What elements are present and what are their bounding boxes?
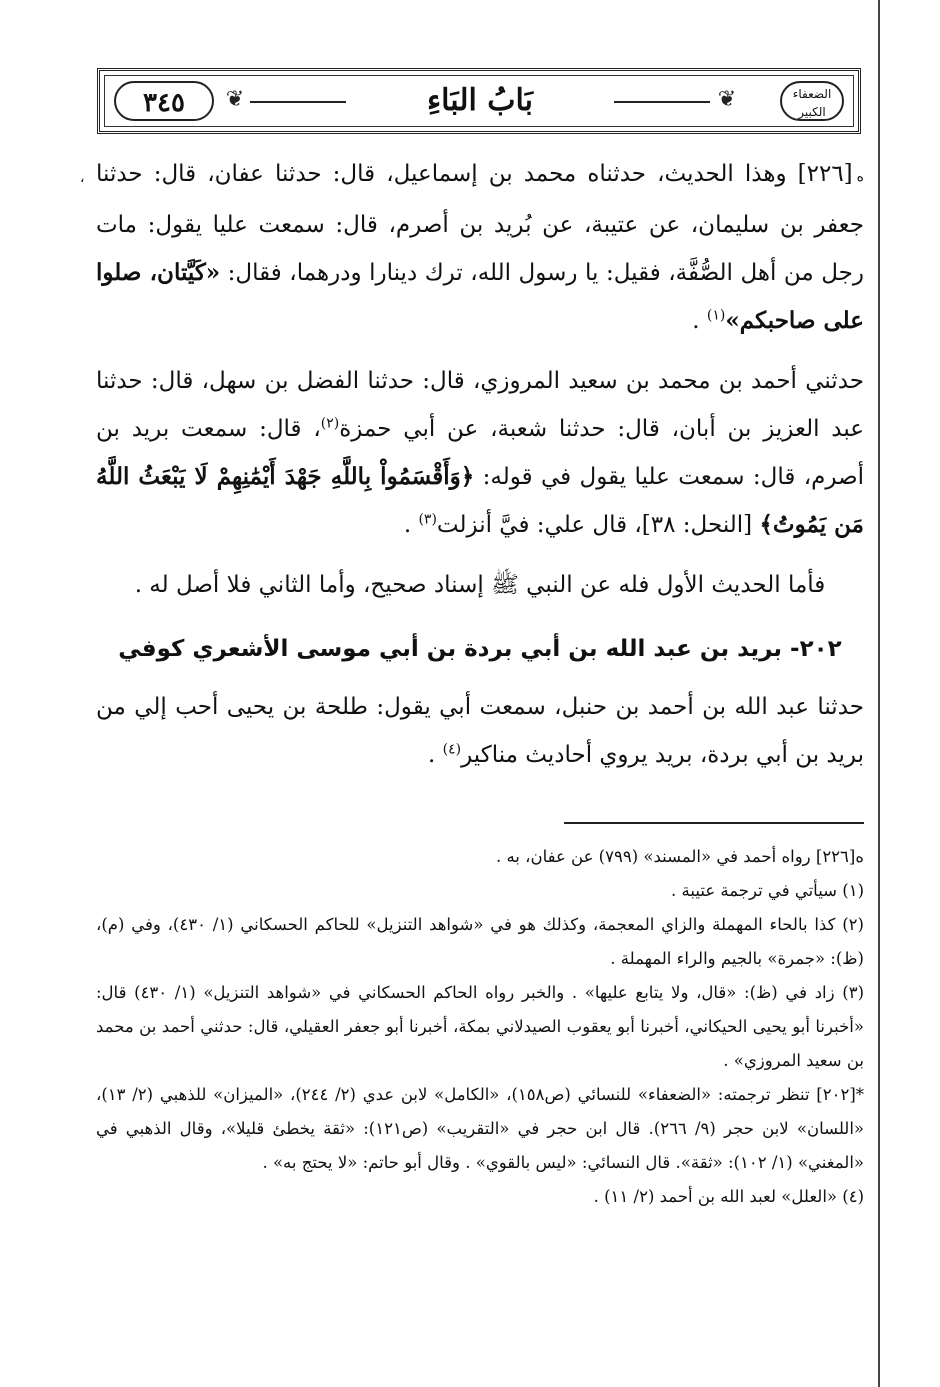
footnote-text: (١) سيأتي في ترجمة عتيبة .	[671, 881, 864, 900]
paragraph	[96, 150, 864, 345]
paragraph-text: حدثنا عبد الله بن أحمد بن حنبل، سمعت أبي يقول: طلحة بن يحيى أحب إلي من بريد بن أبي بردة، بريد يروي أحاديث مناكير	[96, 694, 864, 768]
footnote	[96, 908, 864, 976]
footnote	[96, 874, 864, 908]
footnote-text: [٢٠٢] تنظر ترجمته: «الضعفاء» للنسائي (ص١٥٨)، «الكامل» لابن عدي (٢/ ٢٤٤)، «الميزان» للذهبي (٢/ ١٣)، «اللسان» لابن حجر (٩/ ٢٦٦). قال ابن حجر في «التقريب» (ص١٢١): «ثقة يخطئ قليلا»، وقال الذهبي في «المغني» (١/ ١٠٢): «ثقة». قال النسائي: «ليس بالقوي» . وقال أبو حاتم: «لا يحتج به» .	[96, 1085, 864, 1172]
footnote-text: (٤) «العلل» لعبد الله بن أحمد (٢/ ١١) .	[593, 1187, 864, 1206]
footnote-text: [٢٢٦] رواه أحمد في «المسند» (٧٩٩) عن عفان، به .	[495, 847, 856, 866]
footnote-separator	[564, 822, 864, 824]
stray-mark: ،	[80, 170, 85, 186]
header-rule	[614, 101, 710, 103]
paragraph-end: .	[403, 512, 419, 538]
footnote-text: (٣) زاد في (ظ): «قال، ولا يتابع عليها» . والخبر رواه الحاكم الحسكاني في «شواهد التنزيل» (١/ ٤٣٠) قال: «أخبرنا أبو يحيى الحيكاني، أخبرنا أبو يعقوب الصيدلاني بمكة، أخبرنا أبو جعفر العقيلي، قال: حدثني أحمد بن محمد بن سعيد المروزي» .	[96, 983, 864, 1070]
book-logo: الضعفاء الكبير	[780, 81, 844, 121]
paragraph-text: حدثني أحمد بن محمد بن سعيد المروزي، قال: حدثنا الفضل بن سهل، قال: حدثنا عبد العزيز بن أبان، قال: حدثنا شعبة، عن أبي حمزة	[96, 368, 865, 442]
footnote-ref: (٢)	[320, 415, 340, 432]
prophetic-quote: «كَيَّتان، صلوا على صاحبكم»	[96, 259, 864, 334]
paragraph-text: [٢٢٦] وهذا الحديث، حدثناه محمد بن إسماعيل، قال: حدثنا عفان، قال: حدثنا جعفر بن سليمان، عن عتيبة، عن بُريد بن أصرم، قال: سمعت عليا يقول: مات رجل من أهل الصُّفَّة، فقيل: يا رسول الله، ترك دينارا ودرهما، فقال:	[96, 161, 864, 286]
paragraph-end: .	[692, 308, 707, 334]
page-header	[97, 68, 861, 134]
paragraph	[96, 357, 864, 549]
quran-verse: ﴿وَأَقْسَمُواْ بِاللَّهِ جَهْدَ أَيْمَٰنِهِمْ لَا يَبْعَثُ اللَّهُ مَن يَمُوتُ﴾	[96, 463, 864, 538]
header-rule	[250, 101, 346, 103]
paragraph-end: .	[428, 742, 443, 768]
footnote-marker: *	[855, 1085, 864, 1104]
chapter-title: بَابُ البَاءِ	[427, 83, 533, 118]
footnote-ref: (٤)	[442, 741, 462, 758]
footnote	[96, 840, 864, 874]
paragraph-text: [النحل: ٣٨]، قال علي: فيَّ أنزلت	[436, 512, 760, 538]
page-edge-line	[878, 0, 880, 1387]
footnotes	[96, 840, 864, 1214]
hadith-marker: ه	[856, 169, 864, 185]
footnote-text: (٢) كذا بالحاء المهملة والزاي المعجمة، وكذلك هو في «شواهد التنزيل» للحاكم الحسكاني (١/ ٤٣٠)، وفي (م)، (ظ): «جمرة» بالجيم والراء المهملة .	[96, 915, 864, 968]
footnote	[96, 1078, 864, 1180]
main-text	[96, 150, 864, 779]
page-number: ٣٤٥	[114, 81, 214, 121]
paragraph: فأما الحديث الأول فله عن النبي ﷺ إسناد صحيح، وأما الثاني فلا أصل له .	[134, 572, 826, 598]
footnote	[96, 1180, 864, 1214]
footnote-ref: (٣)	[418, 511, 437, 528]
footnote-ref: (١)	[706, 307, 726, 324]
ornament-icon: ❦	[717, 87, 737, 112]
paragraph-text: ، قال: سمعت بريد بن أصرم، قال: سمعت عليا يقول في قوله:	[96, 416, 864, 490]
entry-heading: ٢٠٢- بريد بن عبد الله بن أبي بردة بن أبي موسى الأشعري كوفي	[118, 636, 842, 662]
ornament-icon: ❦	[225, 87, 245, 112]
footnote	[96, 976, 864, 1078]
paragraph	[96, 683, 864, 779]
footnote-marker: ه	[855, 847, 864, 866]
